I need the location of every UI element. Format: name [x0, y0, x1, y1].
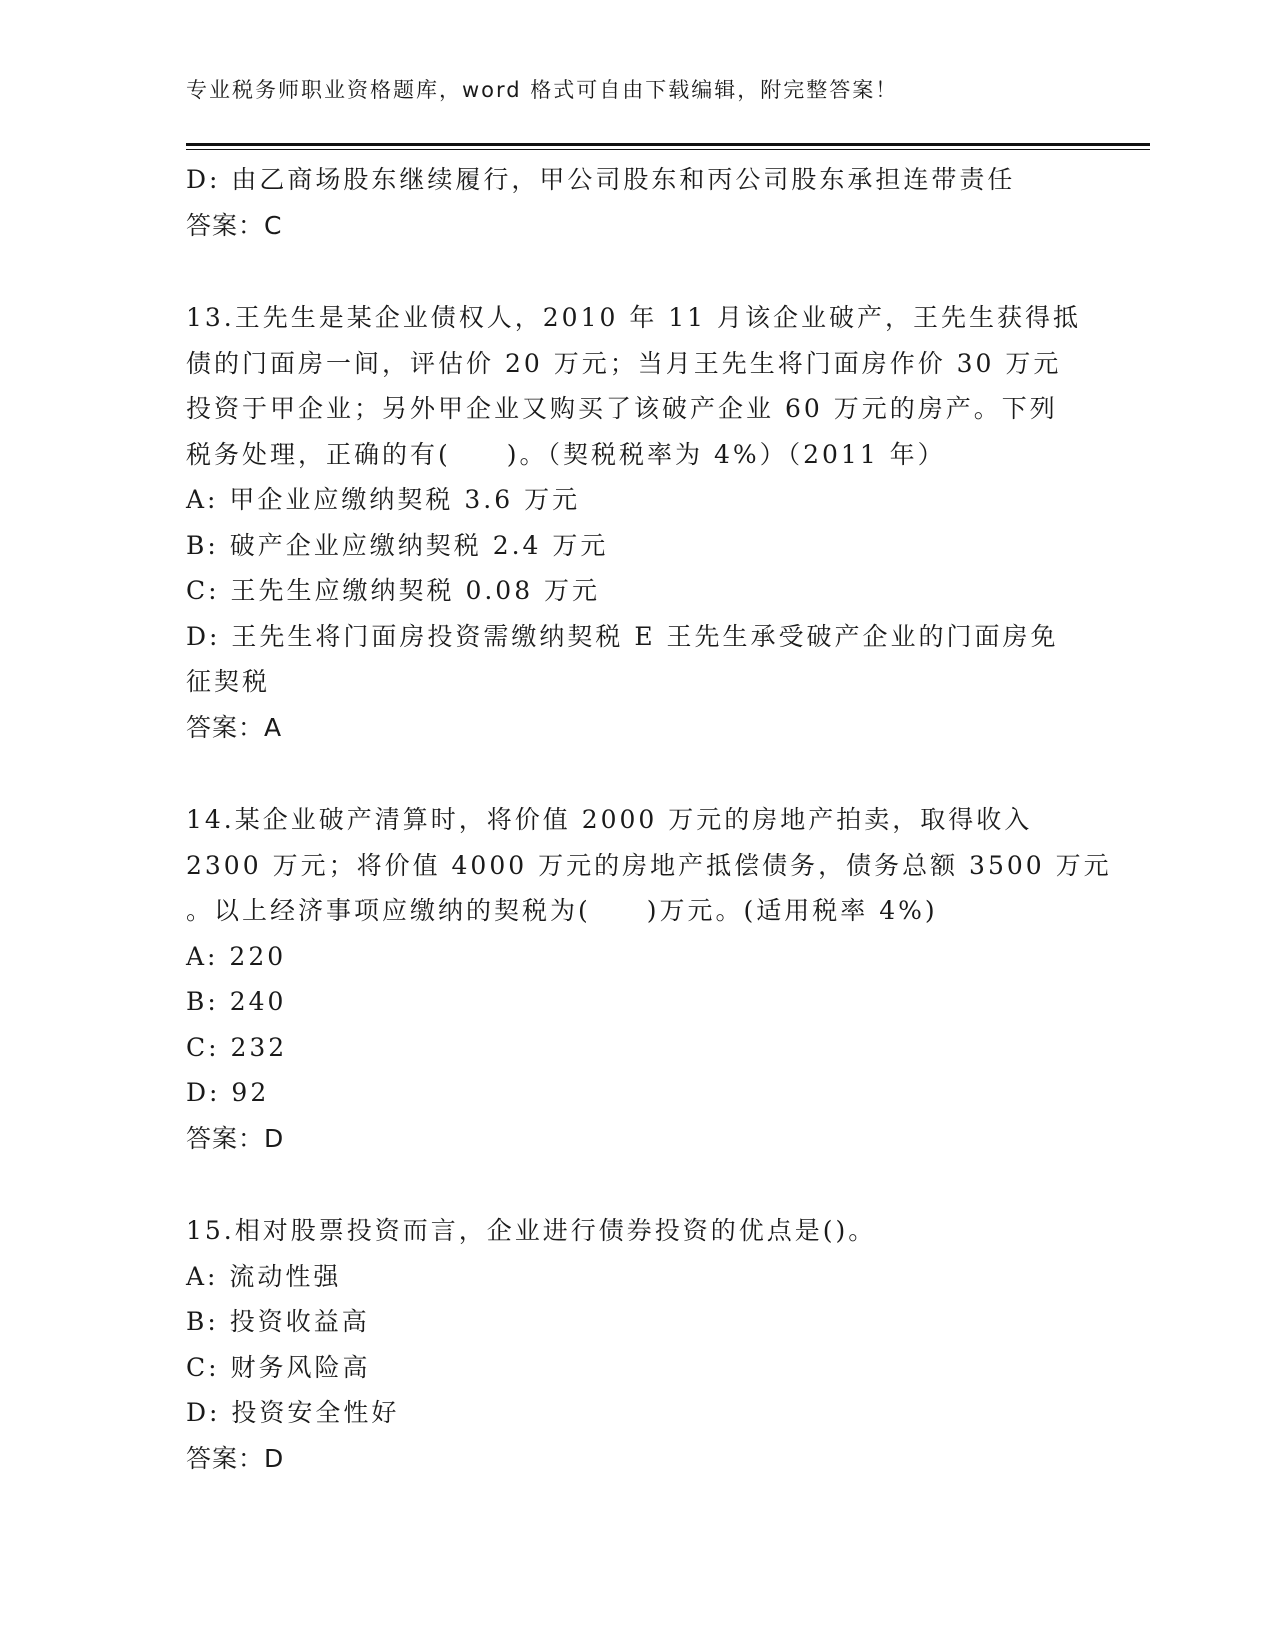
q15-option-a: A: 流动性强 [186, 1261, 342, 1291]
document-content [186, 157, 1112, 1481]
question-13 [186, 295, 1086, 750]
q14-answer: 答案：D [186, 1123, 285, 1153]
q14-option-c: C: 232 [186, 1032, 288, 1062]
q12-answer: 答案：C [186, 210, 283, 240]
q14-stem-line: 14.某企业破产清算时，将价值 2000 万元的房地产拍卖，取得收入 [186, 805, 1033, 834]
page-header: 专业税务师职业资格题库，word 格式可自由下载编辑，附完整答案！ [186, 78, 899, 102]
question-14 [186, 797, 1112, 1161]
q13-stem-line: 13.王先生是某企业债权人，2010 年 11 月该企业破产，王先生获得抵 [186, 303, 1082, 332]
header-rule-thin [186, 149, 1150, 150]
q14-stem-line: 2300 万元；将价值 4000 万元的房地产抵偿债务，债务总额 3500 万元 [186, 850, 1112, 880]
q13-answer: 答案：A [186, 712, 283, 742]
q12-option-d: D: 由乙商场股东继续履行，甲公司股东和丙公司股东承担连带责任 [186, 165, 1016, 194]
q13-stem-line: 投资于甲企业；另外甲企业又购买了该破产企业 60 万元的房产。下列 [186, 394, 1058, 423]
q14-option-d: D: 92 [186, 1078, 270, 1107]
question-12-tail [186, 157, 1086, 248]
spacer [186, 750, 1086, 797]
q13-stem-line: 债的门面房一间，评估价 20 万元；当月王先生将门面房作价 30 万元 [186, 348, 1062, 378]
q13-option-c: C: 王先生应缴纳契税 0.08 万元 [186, 576, 601, 605]
q15-option-c: C: 财务风险高 [186, 1352, 371, 1382]
q13-option-a: A: 甲企业应缴纳契税 3.6 万元 [186, 485, 581, 514]
spacer [186, 1161, 1086, 1208]
question-15 [186, 1208, 1086, 1481]
q15-answer: 答案：D [186, 1443, 285, 1473]
q13-option-d: D: 王先生将门面房投资需缴纳契税 E 王先生承受破产企业的门面房免 [186, 621, 1059, 651]
q15-stem-line: 15.相对股票投资而言，企业进行债券投资的优点是()。 [186, 1216, 877, 1245]
q13-option-b: B: 破产企业应缴纳契税 2.4 万元 [186, 530, 609, 560]
q14-option-a: A: 220 [186, 941, 287, 971]
q14-option-b: B: 240 [186, 987, 287, 1016]
q14-stem-line: 。以上经济事项应缴纳的契税为( )万元。(适用税率 4%) [186, 896, 938, 925]
q13-stem-line: 税务处理，正确的有( )。（契税税率为 4%）（2011 年） [186, 439, 946, 469]
q15-option-d: D: 投资安全性好 [186, 1398, 400, 1427]
q15-option-b: B: 投资收益高 [186, 1307, 370, 1336]
header-rule-thick [186, 143, 1150, 146]
spacer [186, 248, 1086, 295]
q13-option-d-continued: 征契税 [186, 667, 271, 696]
